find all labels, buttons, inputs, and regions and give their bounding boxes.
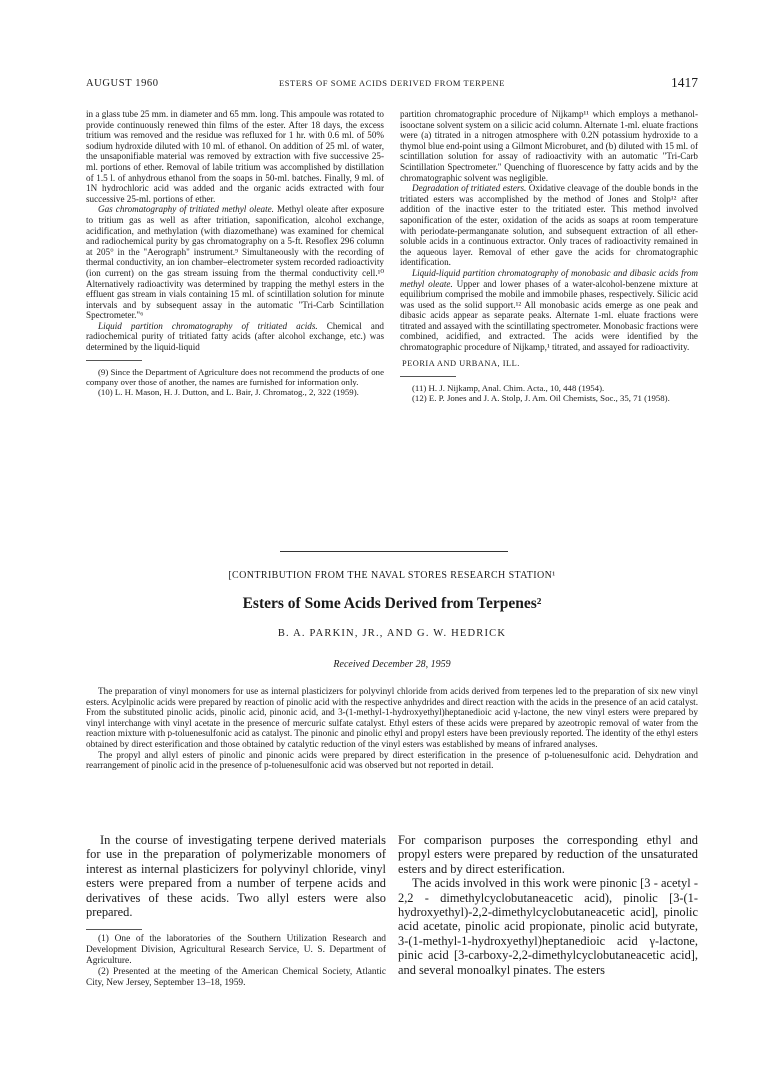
footnote-2: (2) Presented at the meeting of the American Chemical Society, Atlantic City, New Jersey, September 13–18, 1959.: [86, 967, 386, 989]
paragraph: The acids involved in this work were pinonic [3 - acetyl - 2,2 - dimethylcyclobutaneacetic acid), pinolic [3-(1-hydroxyethyl)-2,2-dimethylcyclobutaneacetic acid], pinolic acid acetate, pinolic acid propionate, pinolic acid butyrate, 3-(1-methyl-1-hydroxyethyl)heptanedioic acid γ-lactone, pinic acid [3-carboxy-2,2-dimethylcyclobutaneacetic acid], and several monoalkyl pinates. The esters: [398, 876, 698, 977]
paragraph: [86, 321, 384, 353]
paragraph-text: Chemical and radiochemical purity of tritiated fatty acids (after alcohol exchange, etc.) was determined by the liquid-liquid: [86, 320, 384, 353]
footnotes: [400, 383, 698, 403]
footnotes: [86, 367, 384, 398]
footnote-11: (11) H. J. Nijkamp, Anal. Chim. Acta., 10, 448 (1954).: [412, 383, 605, 394]
contribution-line: [CONTRIBUTION FROM THE NAVAL STORES RESEARCH STATION¹: [228, 570, 556, 581]
abstract: [86, 686, 698, 771]
paragraph: In the course of investigating terpene derived materials for use in the preparation of polymerizable monomers of interest as internal plasticizers for polyvinyl chloride, vinyl esters were prepared from a number of terpene acids and derivatives of these acids. Two allyl esters were also prepared.: [86, 833, 386, 920]
header-title: ESTERS OF SOME ACIDS DERIVED FROM TERPENE: [278, 78, 506, 88]
section-divider: [280, 551, 508, 552]
paragraph: [400, 183, 698, 268]
paragraph-text: Upper and lower phases of a water-alcohol-benzene mixture at equilibrium comprised the mobile and immobile phases, respectively. Silicic acid was used as the solid support.¹² All monobasic acids emerge as one peak and dibasic acids appear as separate peaks. Alternate 1-ml. eluate fractions were titrated and assayed with the scintillating spectrometer. Monobasic fractions were combined, acidified, and extracted. The acids were identified by the chromatographic procedure of Nijkamp,¹ titrated, and assayed for radioactivity.: [400, 278, 698, 353]
header-date: AUGUST 1960: [86, 78, 159, 89]
footnote-12: (12) E. P. Jones and J. A. Stolp, J. Am. Oil Chemists, Soc., 35, 71 (1958).: [412, 393, 670, 404]
paragraph-text: Methyl oleate after exposure to tritium gas as well as after tritiation, saponification, alcohol exchange, acidification, and methylation (with diazomethane) was examined for chemical and radiochemical purity by gas chromatography on a 5-ft. Resoflex 296 column at 205° in the "Aerograph" instrument.⁹ Simultaneously with the recording of thermal conductivity, an ion chamber–electrometer system recorded radioactivity (ion current) on the gas stream issuing from the thermal conductivity cell.¹⁰ Alternatively radioactivity was determined by trapping the methyl esters in the effluent gas stream in vials containing 15 ml. of scintillation solution for minute intervals and by subsequent assay in the automatic "Tri-Carb Scintillation Spectrometer."⁶: [86, 204, 385, 321]
run-in-heading: Liquid partition chromatography of tritiated acids.: [98, 320, 318, 331]
footnotes: [86, 934, 386, 989]
location-signature: PEORIA AND URBANA, ILL.: [402, 358, 520, 368]
run-in-heading: Gas chromatography of tritiated methyl oleate.: [98, 204, 274, 215]
running-header: [86, 76, 698, 92]
article-authors: B. A. PARKIN, JR., AND G. W. HEDRICK: [277, 628, 507, 639]
footnote-1: (1) One of the laboratories of the Southern Utilization Research and Development Division, Agricultural Research Service, U. S. Department of Agriculture.: [86, 934, 386, 967]
footnote-rule: [86, 929, 142, 930]
footnote-10: (10) L. H. Mason, H. J. Dutton, and L. Bair, J. Chromatog., 2, 322 (1959).: [98, 387, 359, 398]
footnote-9: (9) Since the Department of Agriculture does not recommend the products of one company over those of another, the names are furnished for information only.: [86, 366, 384, 387]
received-date: Received December 28, 1959: [333, 659, 451, 670]
footnote-rule: [86, 360, 142, 361]
article-title: Esters of Some Acids Derived from Terpenes²: [242, 595, 542, 612]
paragraph: For comparison purposes the corresponding ethyl and propyl esters were prepared by reduction of the unsaturated esters and by direct esterification.: [398, 833, 698, 876]
paragraph: [86, 204, 384, 321]
footnote-rule: [400, 376, 456, 377]
paragraph: in a glass tube 25 mm. in diameter and 65 mm. long. This ampoule was rotated to provide continuously renewed thin films of the ester. After 18 days, the excess tritium was removed and the residue was refluxed for 1 hr. with 0.6 ml. of 50% sodium hydroxide diluted with 10 ml. of ethanol. On addition of 25 ml. of water, the unsaponifiable material was removed by extraction with five successive 25-ml. portions of ether. Removal of labile tritium was accomplished by distillation of 1.5 l. of anhydrous ethanol from the soaps in 50-ml. batches. Finally, 9 ml. of 1N hydrochloric acid was added and the organic acids extracted with four successive 25-ml. portions of ether.: [86, 109, 384, 204]
top-right-column: [400, 109, 698, 404]
abstract-paragraph: The propyl and allyl esters of pinolic and pinonic acids were prepared by direct esterification in the presence of p-toluenesulfonic acid. Dehydration and rearrangement of pinolic acid in the presence of p-toluenesulfonic acid was observed but not reported in detail.: [86, 749, 698, 771]
paragraph: [400, 268, 698, 353]
top-left-column: [86, 109, 384, 397]
run-in-heading: Degradation of tritiated esters.: [412, 183, 527, 194]
page-number: 1417: [671, 75, 698, 90]
paragraph: partition chromatographic procedure of Nijkamp¹¹ which employs a methanol-isooctane solvent system on a silicic acid column. Alternate 1-ml. eluate fractions were (a) titrated in a nitrogen atmosphere with 0.2N potassium hydroxide to a thymol blue end-point using a Gilmont Microburet, and (b) diluted with 15 ml. of scintillation solution for assay of radioactivity with an automatic "Tri-Carb Scintillation Spectrometer." Quenching of fluorescence by fatty acids and by the chromatographic solvent was negligible.: [400, 109, 698, 183]
abstract-paragraph: The preparation of vinyl monomers for use as internal plasticizers for polyvinyl chloride from acids derived from terpenes led to the preparation of six new vinyl esters. Acylpinolic acids were prepared by reaction of pinolic acid with the respective anhydrides and direct reaction with the acids in the presence of an acid catalyst. From the substituted pinolic acids, pinolic acid, pinonic acid, and 3-(1-methyl-1-hydroxyethyl)heptanedioic acid γ-lactone, the new vinyl esters were prepared by vinyl interchange with vinyl acetate in the presence of mercuric sulfate catalyst. Ethyl esters of these acids were prepared by azeotropic removal of water from the reaction mixture with p-toluenesulfonic acid as catalyst. The pinonic and pinolic ethyl and propyl esters have been previously reported. The identity of the ethyl esters obtained by direct esterification and those obtained by catalytic reduction of the vinyl esters was established by means of infrared analyses.: [86, 686, 698, 749]
paragraph-text: Oxidative cleavage of the double bonds in the tritiated esters was accomplished by the method of Jones and Stolp¹² after addition of the inactive ester to the tritiated ester. This method involved saponification of the ester, oxidation of the acids as soaps at room temperature with periodate-permanganate solution, and subsequent extraction of all ether-soluble acids in a continuous extractor. Only traces of radioactivity remained in the aqueous layer. Removal of ether gave the acids for chromatographic identification.: [400, 183, 698, 268]
body-right-column: [398, 833, 698, 977]
body-left-column: [86, 833, 386, 989]
run-in-heading: Liquid-liquid partition chromatography of monobasic and dibasic acids from methyl oleate.: [400, 267, 698, 289]
